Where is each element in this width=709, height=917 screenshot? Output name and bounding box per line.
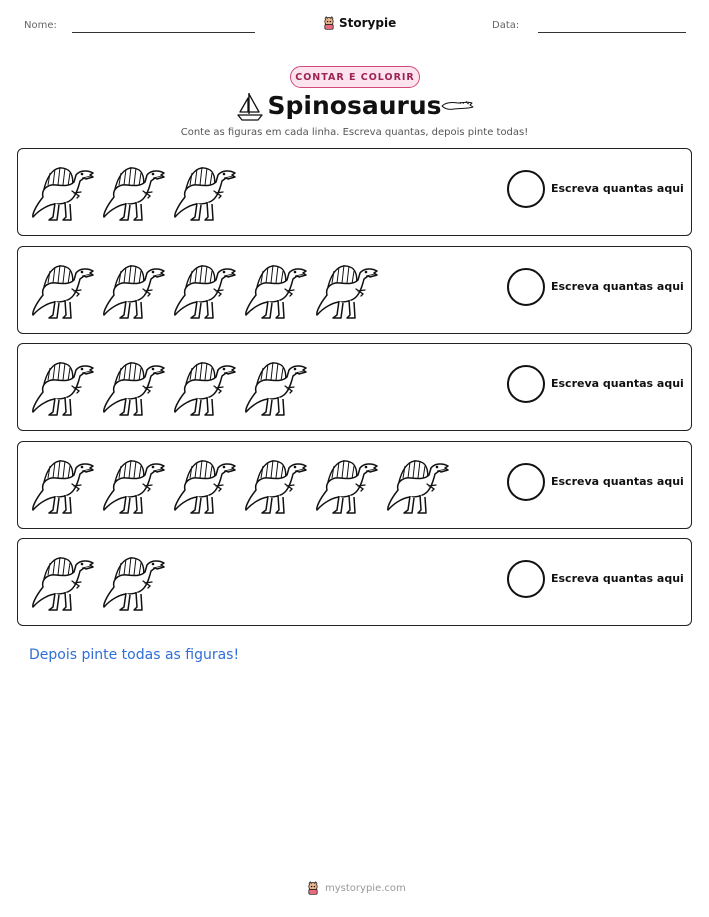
footer-url: mystorypie.com	[325, 882, 406, 894]
spinosaurus-icon[interactable]	[101, 549, 165, 615]
crocodile-icon	[440, 98, 474, 112]
spinosaurus-icon[interactable]	[30, 549, 94, 615]
spinosaurus-icon[interactable]	[30, 159, 94, 225]
spinosaurus-icon[interactable]	[243, 257, 307, 323]
name-field-line	[72, 32, 255, 33]
spinosaurus-icon[interactable]	[314, 452, 378, 518]
spinosaurus-icon[interactable]	[101, 452, 165, 518]
spinosaurus-icon[interactable]	[172, 354, 236, 420]
answer-label: Escreva quantas aqui	[551, 572, 684, 585]
figure-strip	[30, 354, 307, 424]
brand-name: Storypie	[339, 16, 397, 30]
spinosaurus-icon[interactable]	[101, 159, 165, 225]
date-label: Data:	[492, 20, 520, 31]
instructions-text: Conte as figuras em cada linha. Escreva quantas, depois pinte todas!	[180, 127, 529, 138]
name-label: Nome:	[24, 20, 57, 31]
spinosaurus-icon[interactable]	[30, 354, 94, 420]
counting-row	[17, 148, 692, 236]
brand-logo	[322, 13, 396, 33]
answer-label: Escreva quantas aqui	[551, 279, 684, 293]
category-badge: CONTAR E COLORIR	[290, 66, 420, 88]
spinosaurus-icon[interactable]	[101, 354, 165, 420]
footer-brand	[306, 878, 406, 898]
counting-row	[17, 538, 692, 626]
worksheet-header	[0, 0, 709, 50]
mascot-icon	[306, 880, 320, 896]
page-title: Spinosaurus	[267, 91, 442, 120]
mascot-icon	[322, 15, 336, 31]
counting-row	[17, 246, 692, 334]
answer-circle[interactable]	[507, 365, 545, 403]
spinosaurus-icon[interactable]	[172, 257, 236, 323]
spinosaurus-icon[interactable]	[30, 452, 94, 518]
spinosaurus-icon[interactable]	[243, 452, 307, 518]
answer-label: Escreva quantas aqui	[551, 182, 684, 195]
answer-circle[interactable]	[507, 463, 545, 501]
figure-strip	[30, 257, 378, 327]
footer-note: Depois pinte todas as figuras!	[29, 647, 240, 663]
counting-row	[17, 343, 692, 431]
spinosaurus-icon[interactable]	[243, 354, 307, 420]
title-row	[0, 88, 709, 126]
figure-strip	[30, 549, 165, 619]
spinosaurus-icon[interactable]	[172, 452, 236, 518]
answer-circle[interactable]	[507, 170, 545, 208]
spinosaurus-icon[interactable]	[101, 257, 165, 323]
date-field-line	[538, 32, 686, 33]
spinosaurus-icon[interactable]	[385, 452, 449, 518]
answer-label: Escreva quantas aqui	[551, 474, 684, 488]
figure-strip	[30, 452, 449, 522]
spinosaurus-icon[interactable]	[172, 159, 236, 225]
figure-strip	[30, 159, 236, 229]
spinosaurus-icon[interactable]	[30, 257, 94, 323]
counting-row	[17, 441, 692, 529]
spinosaurus-icon[interactable]	[314, 257, 378, 323]
answer-circle[interactable]	[507, 560, 545, 598]
answer-label: Escreva quantas aqui	[551, 377, 684, 390]
answer-circle[interactable]	[507, 268, 545, 306]
